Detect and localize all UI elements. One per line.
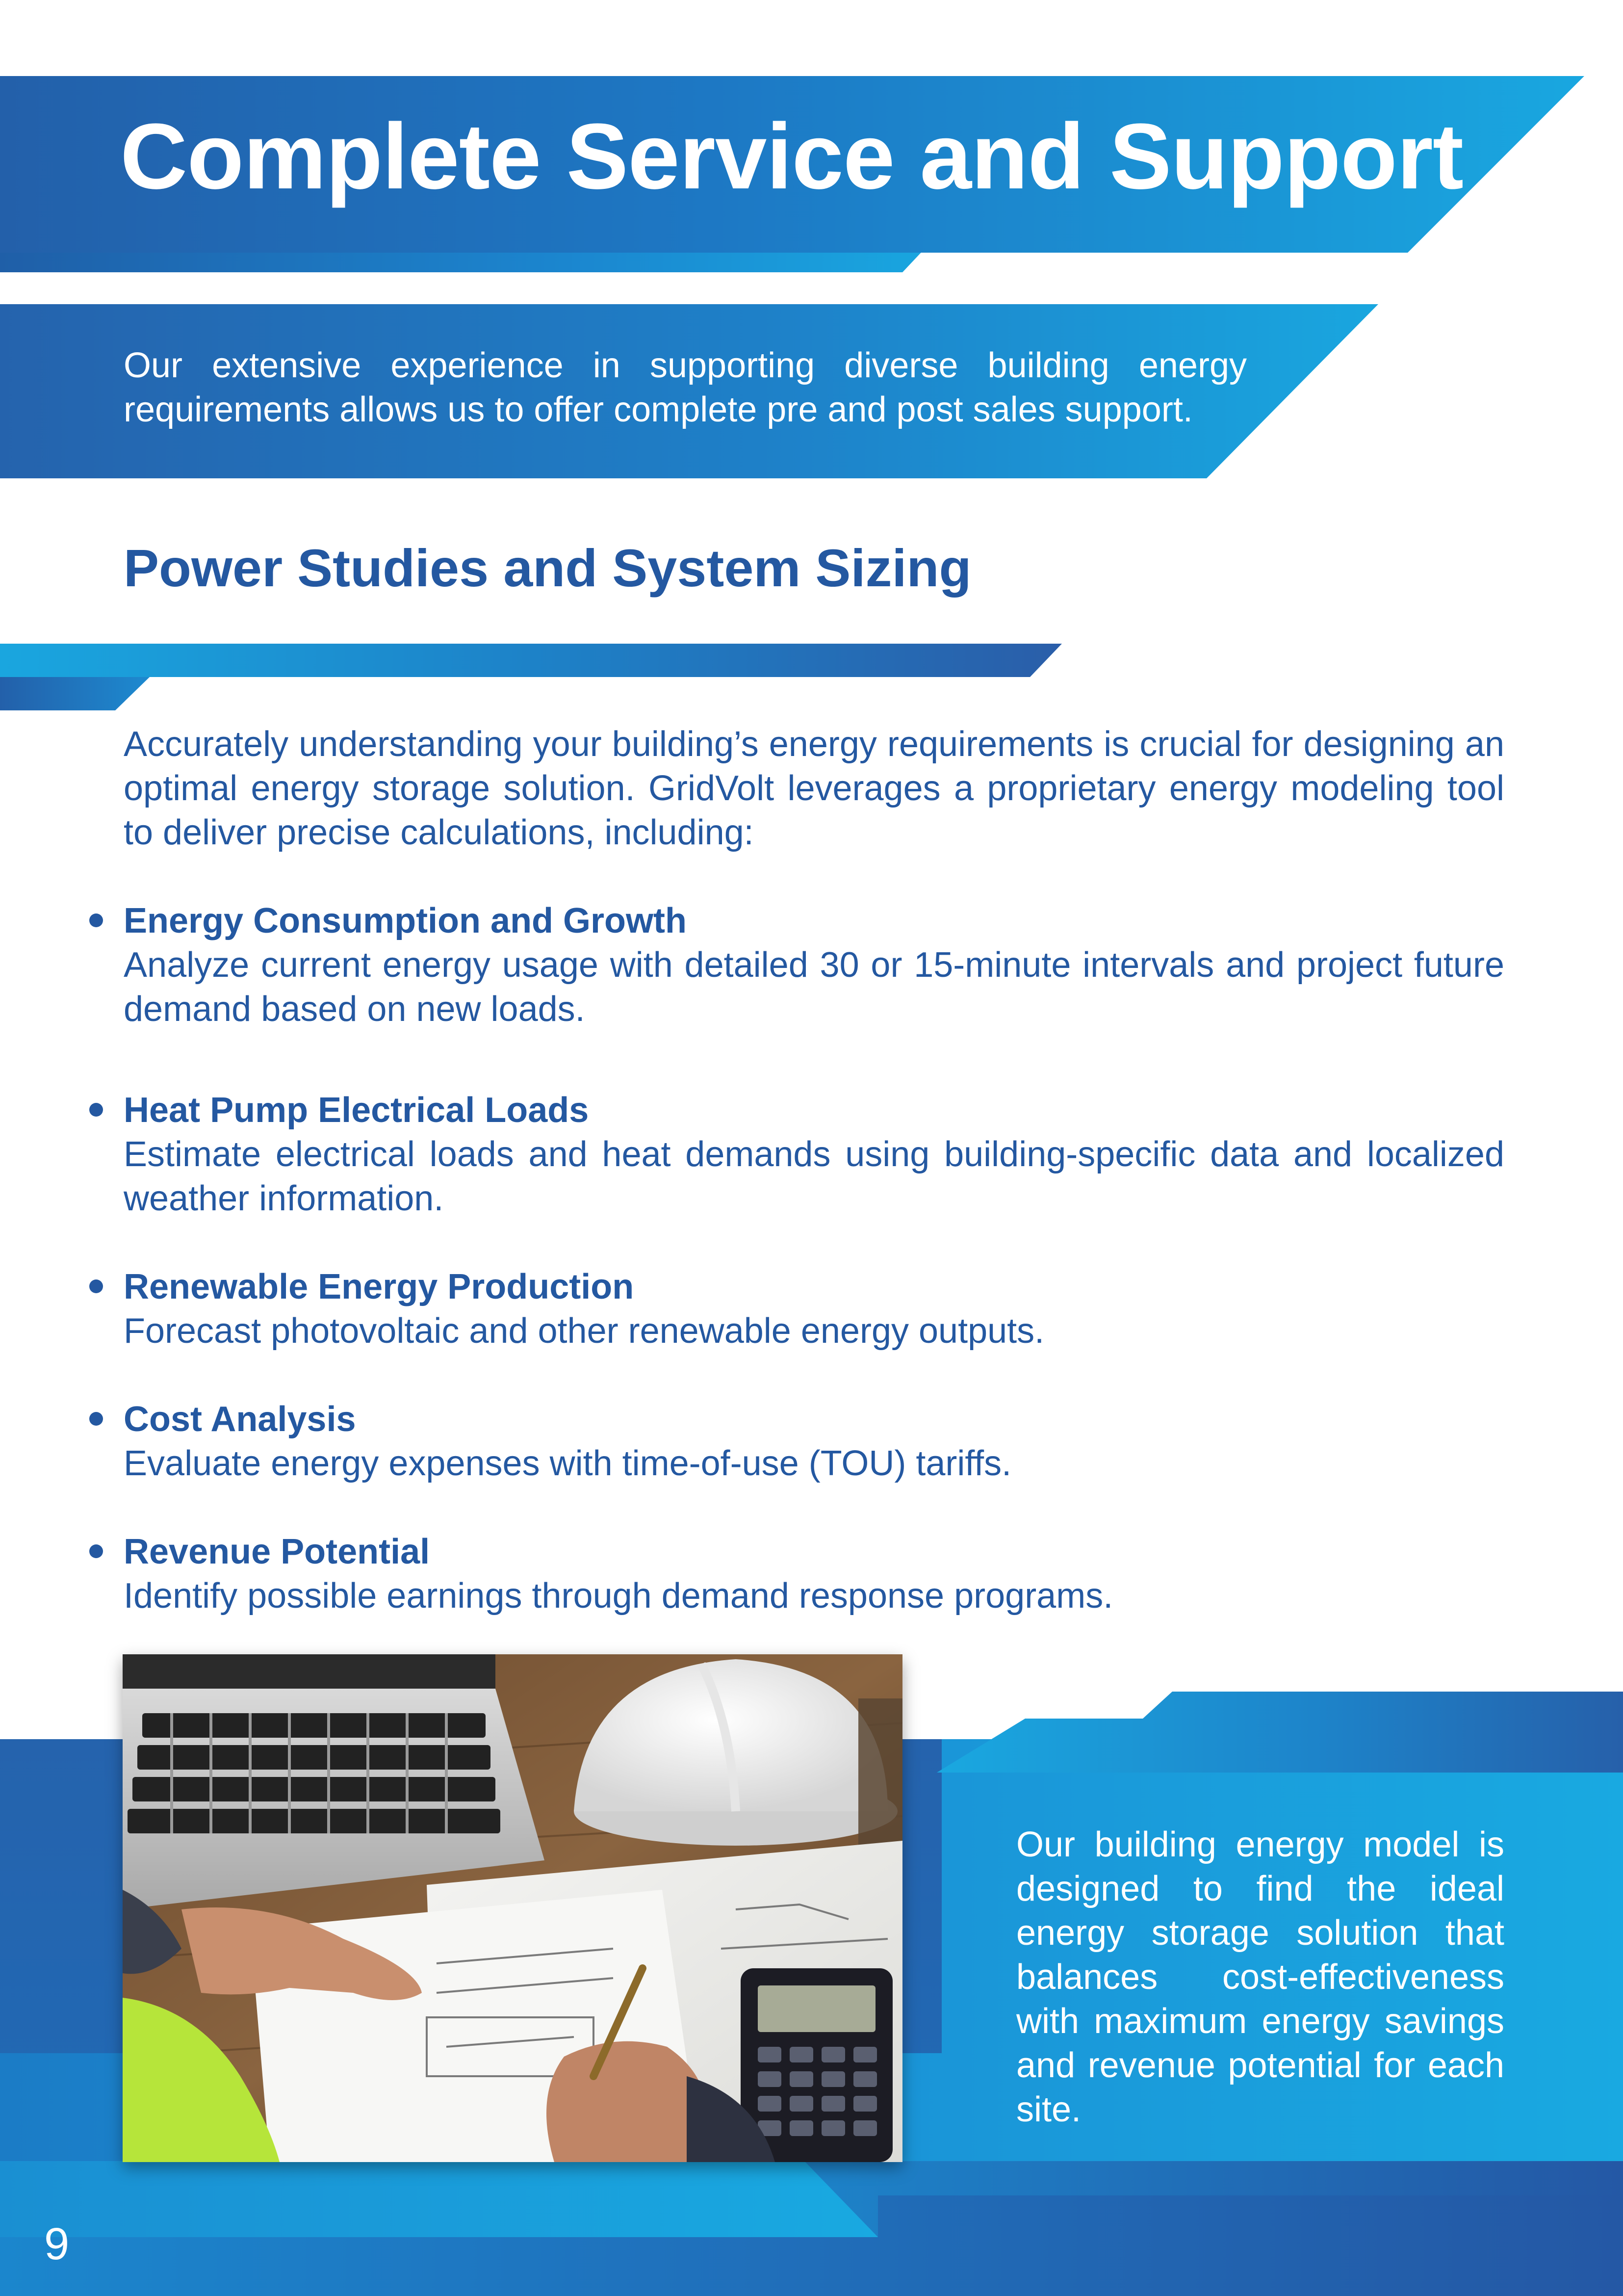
list-item-title: Heat Pump Electrical Loads: [124, 1091, 589, 1130]
list-item-description: Forecast photovoltaic and other renewable energy outputs.: [124, 1311, 1045, 1351]
bullet-icon: [89, 1544, 103, 1558]
list-item: [124, 1088, 1504, 1221]
list-item: [124, 1397, 1504, 1486]
page-number: 9: [44, 2219, 70, 2269]
bullet-icon: [89, 913, 103, 927]
list-item: [124, 899, 1504, 1031]
list-item-description: Analyze current energy usage with detailed 30 or 15-minute intervals and project future demand based on new loads.: [124, 945, 1504, 1029]
sidebar-text: Our building energy model is designed to find the ideal energy storage solution that balances cost-effectiveness with maximum energy savings and revenue potential for each site.: [1016, 1825, 1504, 2129]
list-item-description: Estimate electrical loads and heat demands using building-specific data and localized weather information.: [124, 1135, 1504, 1218]
heading-underline-tail: [0, 677, 150, 710]
bottom-accent-strip: [937, 1692, 1623, 1773]
list-item-description: Identify possible earnings through demand response programs.: [124, 1576, 1113, 1616]
list-item-title: Cost Analysis: [124, 1400, 356, 1439]
heading-underline-bar: [0, 644, 1062, 677]
list-item-description: Evaluate energy expenses with time-of-use (TOU) tariffs.: [124, 1444, 1012, 1483]
list-item: [124, 1265, 1504, 1353]
list-item-title: Renewable Energy Production: [124, 1267, 634, 1306]
section-intro-paragraph: Accurately understanding your building’s energy requirements is crucial for designing an optimal energy storage solution. GridVolt leverages a proprietary energy modeling tool to deliver precise calculations, including:: [124, 725, 1504, 852]
footer-band-light: [0, 2161, 878, 2237]
list-item: [124, 1530, 1504, 1618]
section-heading: Power Studies and System Sizing: [124, 538, 972, 598]
list-item-title: Energy Consumption and Growth: [124, 901, 687, 940]
bullet-icon: [89, 1103, 103, 1117]
bullet-icon: [89, 1279, 103, 1293]
engineer-desk-photo: [123, 1654, 902, 2162]
list-item-title: Revenue Potential: [124, 1532, 430, 1571]
bullet-icon: [89, 1412, 103, 1426]
page-title: Complete Service and Support: [120, 104, 1464, 209]
intro-text: Our extensive experience in supporting diverse building energy requirements allows us to offer complete pre and post sales support.: [124, 346, 1247, 429]
